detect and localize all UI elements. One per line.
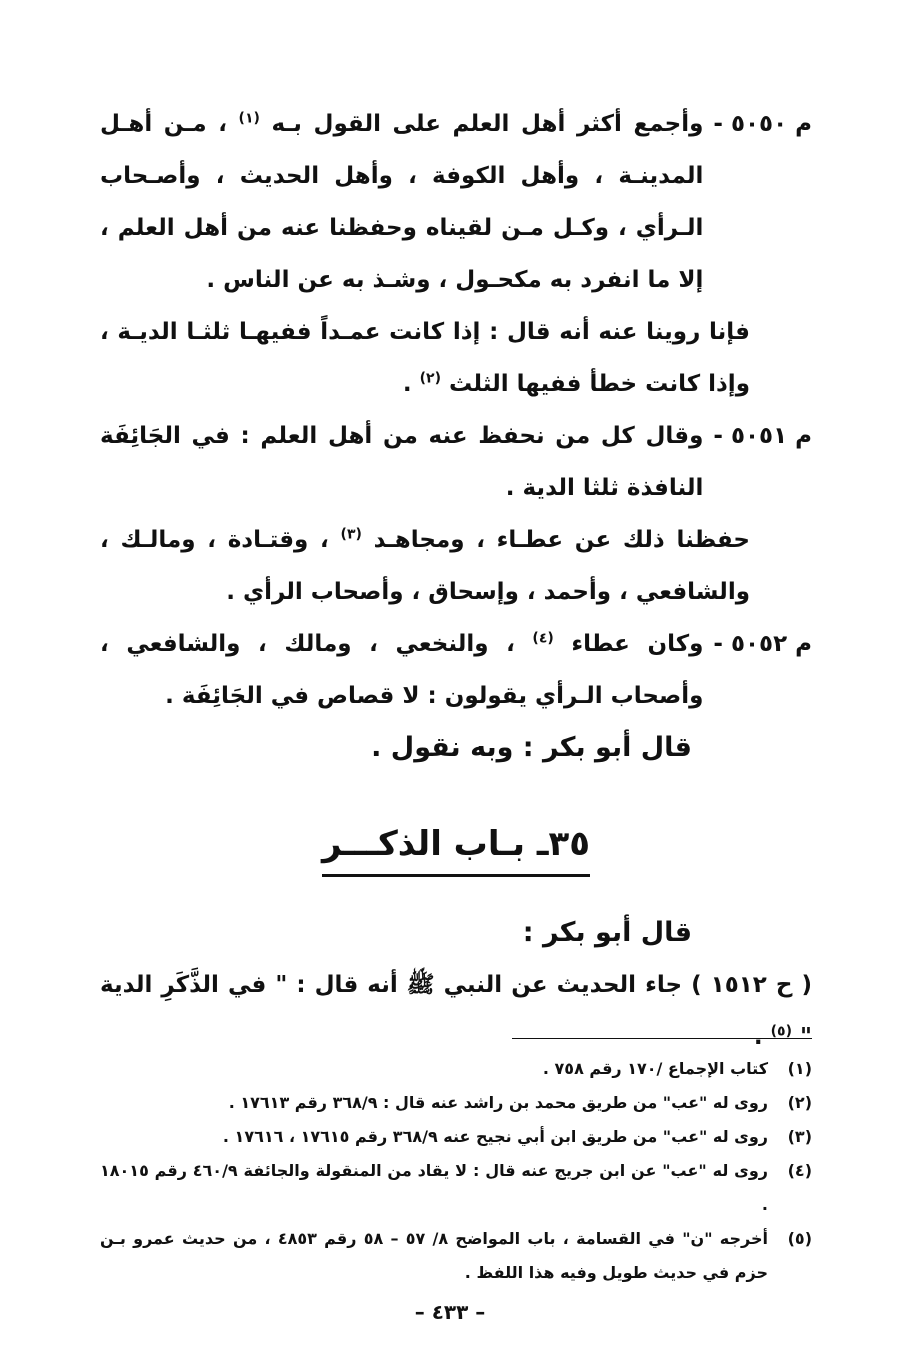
- issue-number: م ٥٠٥٢ -: [713, 631, 812, 657]
- footnote-number: (٢): [787, 1093, 812, 1112]
- footnote-ref[interactable]: (٢): [419, 370, 441, 387]
- issue-body: [100, 98, 703, 306]
- footnote: [100, 1154, 812, 1222]
- footnote-text: روى له "عب" عن ابن جريج عنه قال : لا يقاد من المنقولة والجائفة ٤٦٠/٩ رقم ١٨٠١٥ .: [100, 1161, 768, 1214]
- continuation-text-cont: ، وقتـادة ، ومالـك ، والشافعي ، وأحمد ، وإسحاق ، وأصحاب الرأي .: [100, 527, 750, 605]
- footnote-number: (٥): [787, 1229, 812, 1248]
- issue-5050-continuation: [100, 306, 812, 410]
- footnote: [100, 1222, 812, 1290]
- main-text: [100, 98, 812, 1063]
- footnote-number: (٤): [787, 1161, 812, 1180]
- issue-5052: [100, 618, 812, 722]
- issue-text: وأجمع أكثر أهل العلم على القول بـه: [271, 111, 704, 137]
- footnote-text: أخرجه "ن" في القسامة ، باب المواضح ٨/ ٥٧ – ٥٨ رقم ٤٨٥٣ ، من حديث عمرو بـن حزم في حديث طويل وفيه هذا اللفظ .: [100, 1229, 768, 1282]
- footnote: [100, 1120, 812, 1154]
- chapter-title-text: ٣٥ـ بـاب الذكـــر: [322, 818, 590, 877]
- issue-5051-continuation: [100, 514, 812, 618]
- footnote: [100, 1052, 812, 1086]
- speaker-line: قال أبو بكر : وبه نقول .: [371, 732, 692, 763]
- footnote-ref[interactable]: (٣): [340, 526, 362, 543]
- footnote-text: كتاب الإجماع /١٧٠ رقم ٧٥٨ .: [542, 1059, 768, 1078]
- issue-5050: [100, 98, 812, 306]
- footnote-number: (٣): [787, 1127, 812, 1146]
- hadith-end: .: [753, 1024, 763, 1050]
- continuation-text: حفظنا ذلك عن عطـاء ، ومجاهـد: [373, 527, 751, 553]
- continuation-text: فإنا روينا عنه أنه قال : إذا كانت عمـداً ففيهـا ثلثـا الديـة ، وإذا كانت خطأ ففيها الثلث: [100, 319, 750, 397]
- footnote-text: روى له "عب" من طريق محمد بن راشد عنه قال : ٣٦٨/٩ رقم ١٧٦١٣ .: [228, 1093, 768, 1112]
- footnote-text: روى له "عب" من طريق ابن أبي نجيح عنه ٣٦٨/٩ رقم ١٧٦١٥ ، ١٧٦١٦ .: [222, 1127, 768, 1146]
- footnote: [100, 1086, 812, 1120]
- issue-number: م ٥٠٥١ -: [713, 423, 812, 449]
- footnote-number: (١): [787, 1059, 812, 1078]
- footnote-ref[interactable]: (٤): [532, 630, 554, 647]
- issue-5051: [100, 410, 812, 514]
- footnotes: [100, 1052, 812, 1290]
- issue-text-cont: ، مـن أهـل المدينـة ، وأهل الكوفة ، وأهل الحديث ، وأصـحاب الـرأي ، وكـل مـن لقيناه وحفظنا عنه من أهل العلم ، إلا ما انفرد به مكحـول ، وشـذ به عن الناس .: [100, 111, 704, 293]
- issue-number: م ٥٠٥٠ -: [713, 111, 812, 137]
- issue-body: وقال كل من نحفظ عنه من أهل العلم : في الجَائِفَة النافذة ثلثا الدية .: [100, 423, 704, 501]
- footnote-ref[interactable]: (٥): [770, 1023, 792, 1040]
- hadith: [100, 959, 812, 1063]
- continuation-end: .: [402, 371, 412, 397]
- issue-body: [100, 618, 703, 722]
- speaker-line-2: قال أبو بكر :: [522, 917, 692, 948]
- issue-text: وكان عطاء: [571, 631, 704, 657]
- footnote-ref[interactable]: (١): [238, 110, 260, 127]
- issue-text-cont: ، والنخعي ، ومالك ، والشافعي ، وأصحاب الـرأي يقولون : لا قصاص في الجَائِفَة .: [100, 631, 704, 709]
- page-number: – ٤٣٣ –: [414, 1300, 486, 1324]
- chapter-title: [100, 818, 812, 877]
- hadith-text: ( ح ١٥١٢ ) جاء الحديث عن النبي ﷺ أنه قال : " في الذَّكَرِ الدية ": [100, 972, 812, 1050]
- footnote-separator: [512, 1038, 812, 1039]
